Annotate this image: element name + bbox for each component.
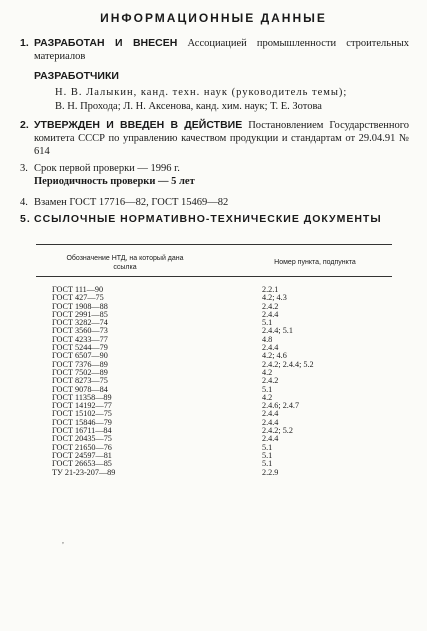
ntd-designation: ГОСТ 14192—77 (52, 401, 112, 411)
clause-number: 2.2.1 (262, 285, 279, 294)
section-3-line-1: Срок первой проверки — 1996 г. (34, 163, 180, 174)
page-title: ИНФОРМАЦИОННЫЕ ДАННЫЕ (100, 11, 327, 25)
section-1-text: Ассоциацией промышленности строительных материалов (34, 38, 409, 62)
section-2-number: 2. (20, 119, 29, 131)
section-5-text: ССЫЛОЧНЫЕ НОРМАТИВНО-ТЕХНИЧЕСКИЕ ДОКУМЕНТЫ (34, 213, 382, 225)
clause-number: 2.4.4 (262, 434, 279, 444)
ntd-designation: ГОСТ 24597—81 (52, 450, 112, 460)
section-3 (20, 162, 409, 188)
ntd-designation: ГОСТ 26653—85 (52, 459, 112, 469)
table-header-rule (36, 276, 392, 277)
clause-number: 2.4.4 (262, 309, 279, 319)
developers-heading: РАЗРАБОТЧИКИ (34, 70, 119, 82)
section-2-text: Постановлением Государственного комитета СССР по управлению качеством продукции и стандартам от 29.04.91 № 614 (34, 120, 410, 157)
clause-number: 5.1 (262, 450, 273, 460)
clause-number: 4.2 (262, 367, 273, 377)
ntd-designation: ГОСТ 2991—85 (52, 309, 108, 319)
clause-number: 2.4.6; 2.4.7 (262, 401, 300, 411)
section-5-number: 5. (20, 213, 31, 225)
table-row (52, 469, 352, 477)
ntd-designation: ГОСТ 5244—79 (52, 343, 108, 353)
section-5 (20, 213, 409, 226)
developers-line-2: В. Н. Прохода; Л. Н. Аксенова, канд. хим. наук; Т. Е. Зотова (55, 101, 322, 112)
clause-number: 2.4.4 (262, 417, 279, 427)
ntd-designation: ГОСТ 8273—75 (52, 376, 108, 386)
ntd-designation: ГОСТ 9078—84 (52, 384, 108, 394)
section-3-number: 3. (20, 163, 28, 174)
ntd-designation: ГОСТ 11358—89 (52, 392, 112, 402)
ntd-designation: ГОСТ 15102—75 (52, 409, 112, 419)
section-1-heading: РАЗРАБОТАН И ВНЕСЕН (34, 37, 178, 49)
ntd-designation: ГОСТ 3282—74 (52, 318, 108, 328)
clause-number: 5.1 (262, 318, 273, 328)
clause-number: 4.2; 4.6 (262, 351, 287, 361)
ntd-designation: ГОСТ 1908—88 (52, 301, 108, 311)
ntd-designation: ГОСТ 15846—79 (52, 417, 112, 427)
table-body (52, 286, 352, 477)
section-3-line-2: Периодичность проверки — 5 лет (34, 176, 195, 187)
section-4-number: 4. (20, 197, 28, 208)
table-header-ntd: Обозначение НТД, на который дана ссылка (66, 255, 184, 271)
ntd-designation: ТУ 21-23-207—89 (52, 467, 116, 477)
clause-number: 2.4.2 (262, 376, 279, 386)
ntd-designation: ГОСТ 4233—77 (52, 334, 108, 344)
section-1 (20, 37, 409, 63)
clause-number: 2.4.4; 5.1 (262, 326, 293, 336)
clause-number: 4.2; 4.3 (262, 293, 287, 303)
table-header-clause: Номер пункта, подпункта (274, 259, 356, 266)
clause-number: 5.1 (262, 384, 273, 394)
section-2-heading: УТВЕРЖДЕН И ВВЕДЕН В ДЕЙСТВИЕ (34, 119, 243, 131)
ntd-designation: ГОСТ 3560—73 (52, 326, 108, 336)
clause-number: 2.4.4 (262, 343, 279, 353)
ntd-designation: ГОСТ 6507—90 (52, 351, 108, 361)
section-1-number: 1. (20, 37, 29, 49)
clause-number: 2.4.2; 5.2 (262, 426, 293, 436)
clause-number: 2.4.4 (262, 409, 279, 419)
table-top-rule (36, 244, 392, 245)
clause-number: 5.1 (262, 442, 273, 452)
ntd-designation: ГОСТ 16711—84 (52, 426, 112, 436)
developers-line-1: Н. В. Лалыкин, канд. техн. наук (руководитель темы); (55, 87, 348, 98)
ntd-designation: ГОСТ 111—90 (52, 285, 104, 294)
scan-mark: , (62, 536, 64, 545)
section-4-text: Взамен ГОСТ 17716—82, ГОСТ 15469—82 (34, 197, 229, 208)
clause-number: 2.4.2; 2.4.4; 5.2 (262, 359, 314, 369)
ntd-designation: ГОСТ 7502—89 (52, 367, 108, 377)
section-4 (20, 196, 409, 209)
clause-number: 4.2 (262, 392, 273, 402)
ntd-designation: ГОСТ 7376—89 (52, 359, 108, 369)
ntd-designation: ГОСТ 21650—76 (52, 442, 112, 452)
clause-number: 4.8 (262, 334, 273, 344)
ntd-designation: ГОСТ 427—75 (52, 293, 104, 303)
clause-number: 2.4.2 (262, 301, 279, 311)
ntd-designation: ГОСТ 20435—75 (52, 434, 112, 444)
clause-number: 2.2.9 (262, 467, 279, 477)
section-2 (20, 119, 410, 158)
clause-number: 5.1 (262, 459, 273, 469)
